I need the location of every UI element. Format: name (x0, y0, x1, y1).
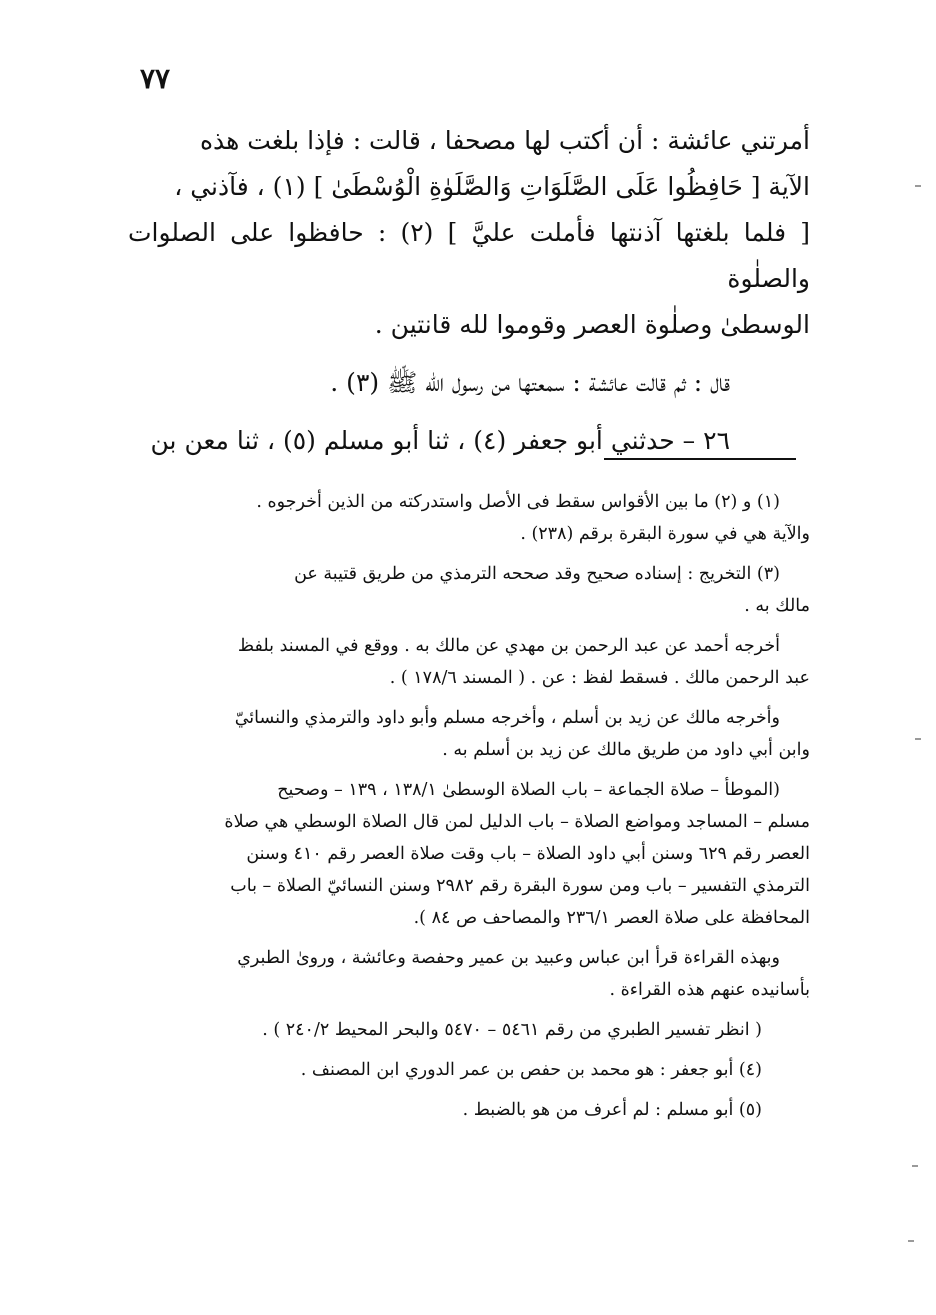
main-text (128, 118, 810, 464)
malik-note-cont: وابن أبي داود من طريق مالك عن زيد بن أسلم به . (442, 740, 810, 760)
main-line: الوسطىٰ وصلٰوة العصر وقوموا لله قانتين . (374, 310, 810, 339)
references-note-cont: مسلم – المساجد ومواضع الصلاة – باب الدليل لمن قال الصلاة الوسطي هي صلاة (224, 812, 810, 832)
footnote-4: (٤) أبو جعفر : هو محمد بن حفص بن عمر الدوري ابن المصنف . (300, 1060, 762, 1080)
main-line: أمرتني عائشة : أن أكتب لها مصحفا ، قالت : فإذا بلغت هذه (199, 126, 810, 155)
references-note-cont: المحافظة على صلاة العصر ٢٣٦/١ والمصاحف ص ٨٤ ). (413, 908, 810, 928)
margin-mark (915, 185, 921, 187)
references-note: (الموطأ – صلاة الجماعة – باب الصلاة الوسطىٰ ١٣٨/١ ، ١٣٩ – وصحيح (277, 780, 780, 800)
said-line: قال : ثم قالت عائشة : سمعتها من رسول الله ﷺ (٣) . (330, 368, 730, 397)
footnote-1-2: (١) و (٢) ما بين الأقواس سقط فى الأصل واستدركته من الذين أخرجوه . (256, 492, 780, 512)
ahmad-note-cont: عبد الرحمن مالك . فسقط لفظ : عن . ( المسند ١٧٨/٦ ) . (389, 668, 810, 688)
footnote-separator (604, 458, 796, 460)
tabari-note: ( انظر تفسير الطبري من رقم ٥٤٦١ – ٥٤٧٠ والبحر المحيط ٢٤٠/٢ ) . (262, 1020, 762, 1040)
main-line: [ فلما بلغتها آذنتها فأملت عليَّ ] (٢) : حافظوا على الصلوات والصلٰوة (128, 218, 810, 293)
reading-note: وبهذه القراءة قرأ ابن عباس وعبيد بن عمير وحفصة وعائشة ، وروىٰ الطبري (237, 948, 780, 968)
hadith-26-line: ٢٦ – حدثني أبو جعفر (٤) ، ثنا أبو مسلم (٥) ، ثنا معن بن (150, 426, 730, 455)
footnote-3: (٣) التخريج : إسناده صحيح وقد صححه الترمذي من طريق قتيبة عن (294, 564, 780, 584)
ahmad-note: أخرجه أحمد عن عبد الرحمن بن مهدي عن مالك به . ووقع في المسند بلفظ (237, 636, 780, 656)
references-note-cont: الترمذي التفسير – باب ومن سورة البقرة رقم ٢٩٨٢ وسنن النسائيّ الصلاة – باب (230, 876, 810, 896)
main-line: الآية [ حَافِظُوا عَلَى الصَّلَوَاتِ وَالصَّلَوٰةِ الْوُسْطَىٰ ] (١) ، فآذني ، (174, 172, 810, 201)
margin-mark (912, 1165, 918, 1167)
margin-mark (908, 1240, 914, 1242)
references-note-cont: العصر رقم ٦٢٩ وسنن أبي داود الصلاة – باب وقت صلاة العصر رقم ٤١٠ وسنن (246, 844, 810, 864)
malik-note: وأخرجه مالك عن زيد بن أسلم ، وأخرجه مسلم وأبو داود والترمذي والنسائيّ (234, 708, 780, 728)
footnote-1-2-cont: والآية هي في سورة البقرة برقم (٢٣٨) . (520, 524, 810, 544)
reading-note-cont: بأسانيده عنهم هذه القراءة . (609, 980, 810, 1000)
page-number: ٧٧ (140, 62, 171, 95)
footnotes (128, 486, 810, 1126)
margin-mark (915, 738, 921, 740)
footnote-5: (٥) أبو مسلم : لم أعرف من هو بالضبط . (462, 1100, 762, 1120)
footnote-3-cont: مالك به . (744, 596, 810, 616)
